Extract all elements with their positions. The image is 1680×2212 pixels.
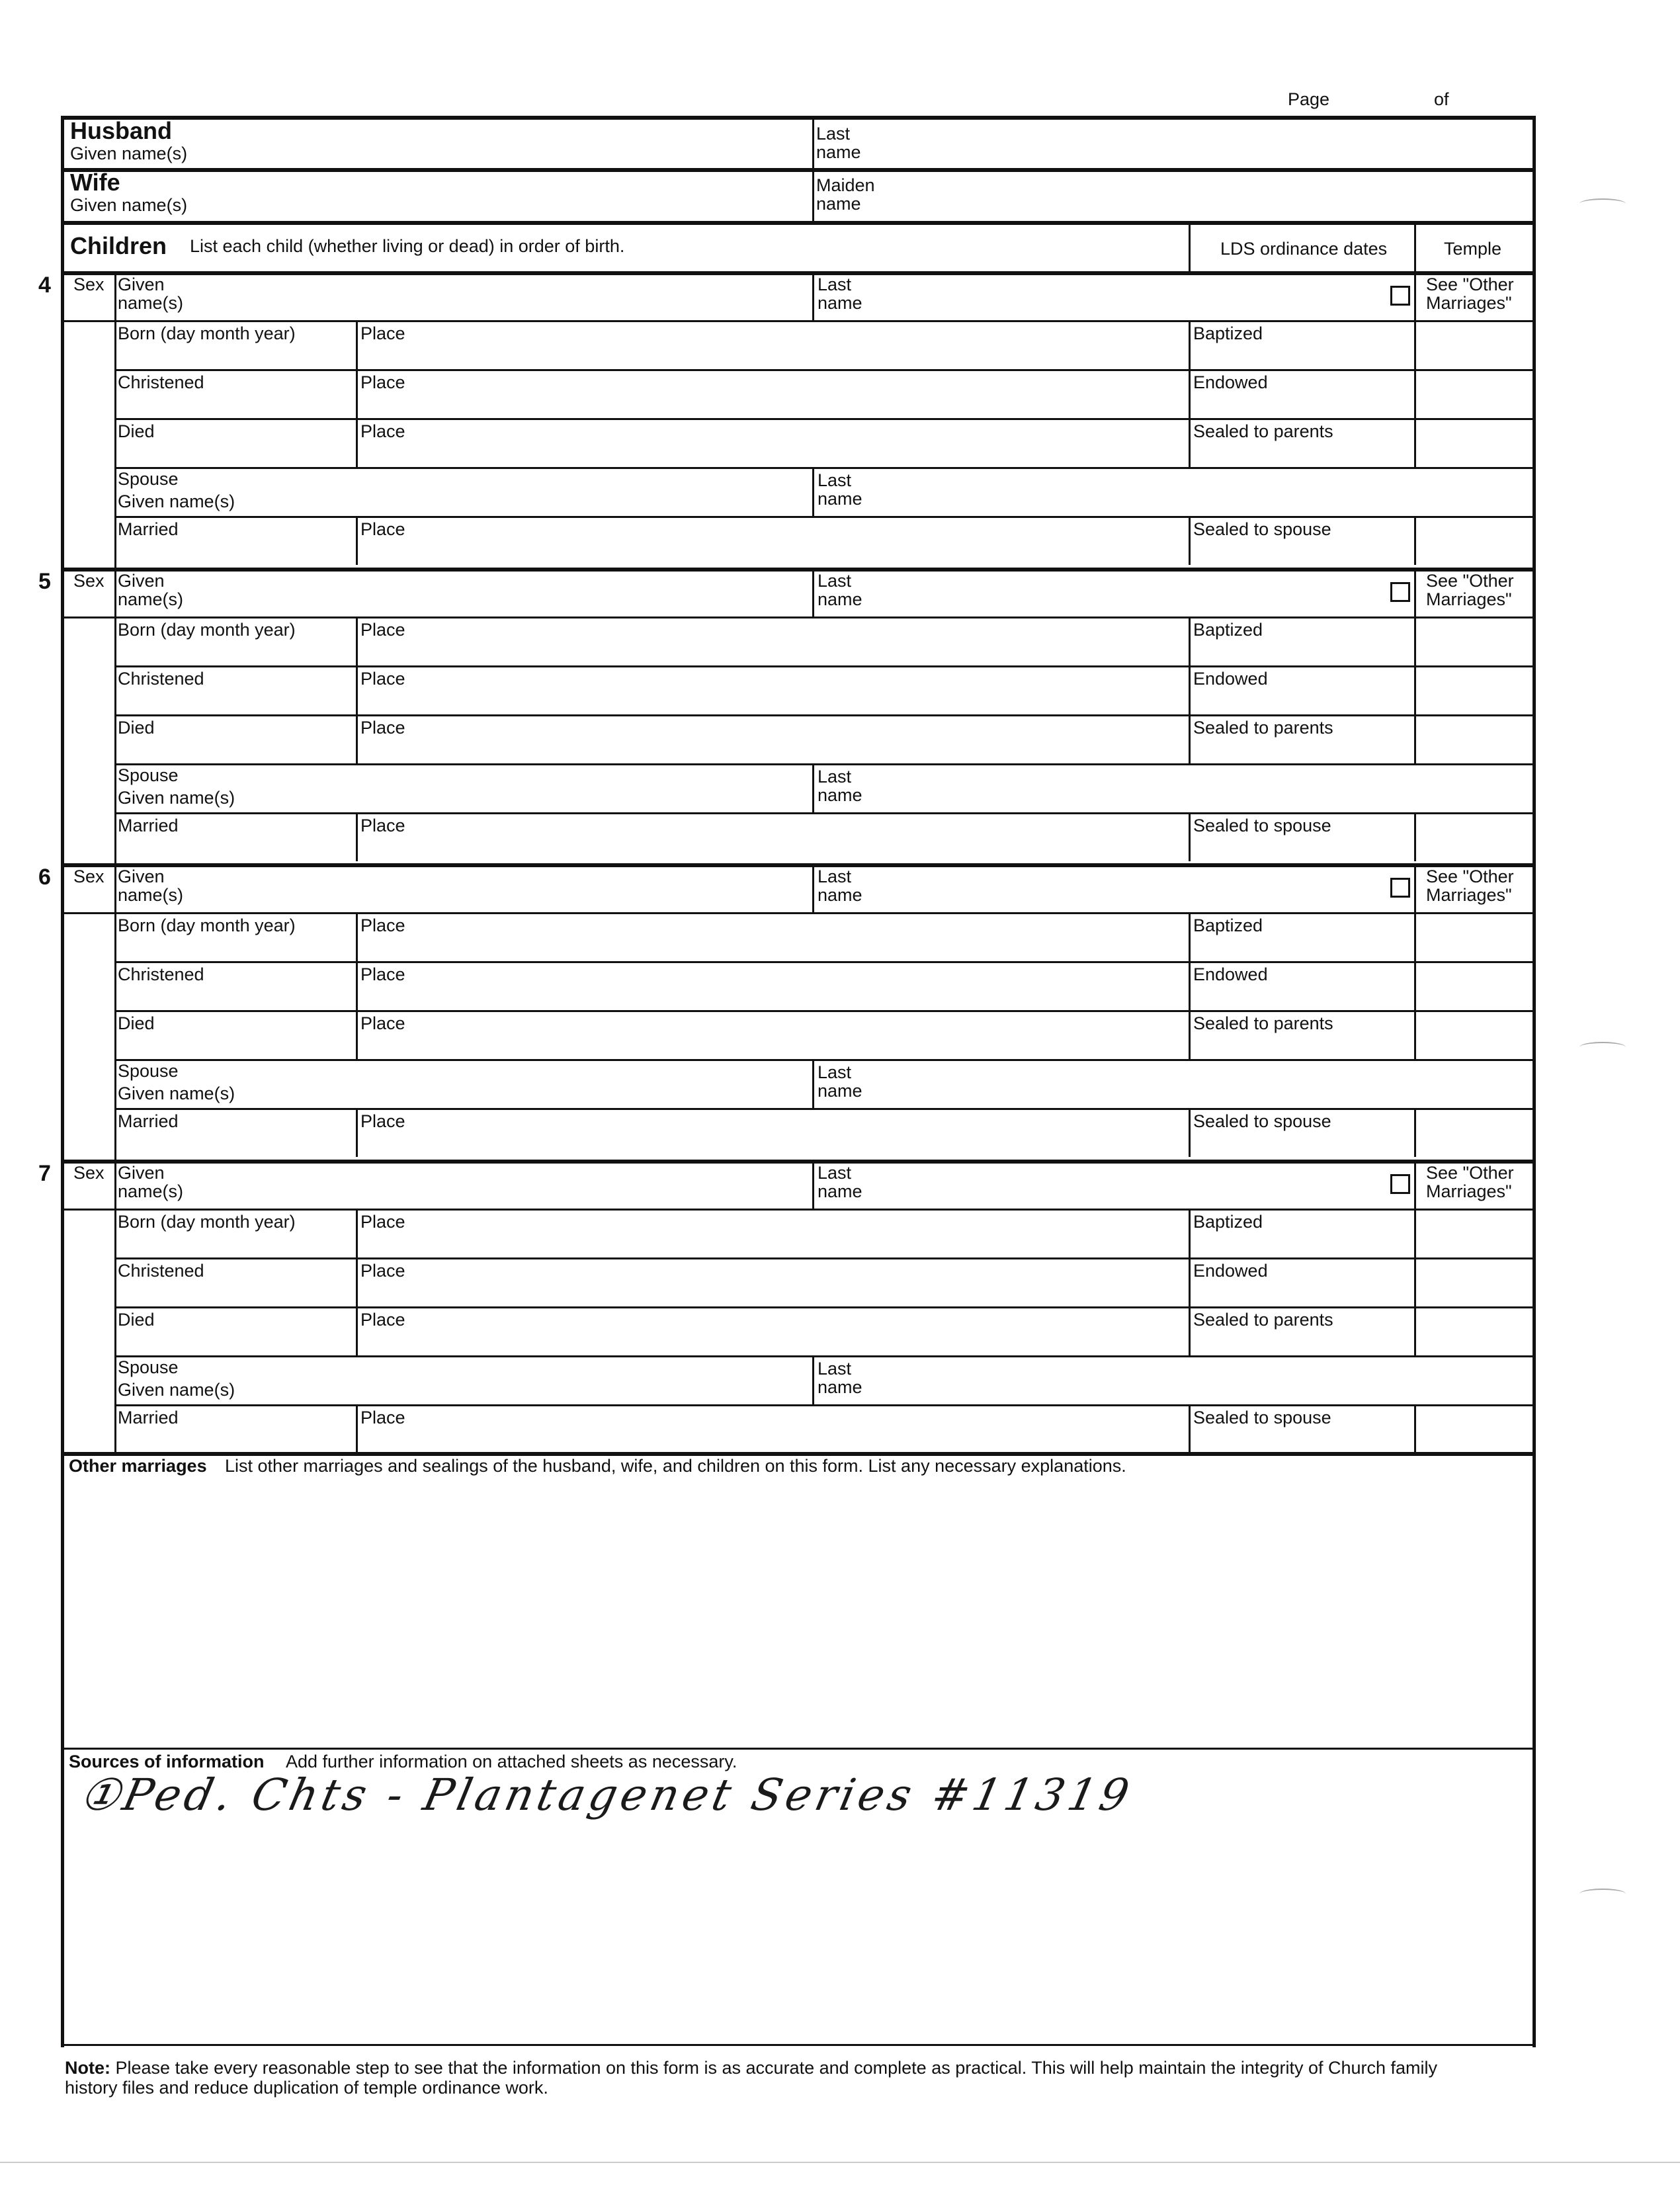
temple-column-divider [1414, 1257, 1416, 1306]
see-other-marriages-label: See "Other [1426, 275, 1514, 294]
date-place-divider [356, 714, 358, 763]
place-ordinance-divider [1189, 812, 1191, 861]
last-label: Last [818, 571, 852, 591]
place-label: Place [360, 372, 405, 392]
date-place-divider [356, 1209, 358, 1257]
given-label-2: name(s) [118, 885, 184, 905]
child-number: 7 [38, 1161, 51, 1186]
sources-handwritten-entry: ①Ped. Chts - Plantagenet Series #11319 [75, 1769, 1138, 1820]
christened-label: Christened [118, 1261, 204, 1281]
spouse-given-label: Given name(s) [118, 1380, 235, 1400]
spouse-last-label-2: name [818, 1377, 862, 1397]
other-marriages-title: Other marriages [69, 1456, 207, 1476]
punch-mark [1579, 1042, 1626, 1052]
married-label: Married [118, 1408, 179, 1427]
married-label: Married [118, 1111, 179, 1131]
row-divider [61, 320, 1536, 322]
sex-label: Sex [73, 1163, 105, 1183]
sealed_parents-label: Sealed to parents [1193, 1310, 1333, 1330]
temple-column-divider [1414, 961, 1416, 1010]
date-place-divider [356, 1257, 358, 1306]
temple-column-divider [1414, 568, 1416, 617]
spouse-given-label: Given name(s) [118, 491, 235, 511]
spouse-last-label-2: name [818, 1081, 862, 1101]
given-last-divider [812, 1160, 814, 1209]
see-other-marriages-label-2: Marriages" [1426, 293, 1512, 313]
punch-mark [1579, 1889, 1626, 1899]
row-divider [61, 617, 1536, 618]
last-label-2: name [818, 589, 862, 609]
temple-divider [1414, 222, 1416, 271]
row-divider [114, 1355, 1536, 1357]
spouse-label: Spouse [118, 1061, 179, 1081]
date-place-divider [356, 369, 358, 418]
row-divider [61, 1209, 1536, 1211]
lds-divider [1189, 222, 1191, 271]
temple-column-divider [1414, 912, 1416, 961]
spouse-given-label: Given name(s) [118, 788, 235, 808]
christened-label: Christened [118, 964, 204, 984]
place-ordinance-divider [1189, 714, 1191, 763]
sex-label: Sex [73, 275, 105, 294]
temple-column-divider [1414, 617, 1416, 665]
endowed-label: Endowed [1193, 964, 1268, 984]
given-last-divider [812, 863, 814, 912]
married-label: Married [118, 519, 179, 539]
baptized-label: Baptized [1193, 1212, 1263, 1232]
children-title: Children [70, 232, 167, 259]
child-block-top-border [61, 568, 1536, 572]
died-label: Died [118, 1013, 155, 1033]
temple-label: Temple [1444, 239, 1502, 259]
sources-section[interactable] [61, 1750, 1536, 2044]
place-label: Place [360, 323, 405, 343]
note-line-1 [65, 2059, 1437, 2077]
husband-given-label: Given name(s) [70, 144, 188, 163]
endowed-label: Endowed [1193, 372, 1268, 392]
row-divider [114, 763, 1536, 765]
sealed-to-spouse-label: Sealed to spouse [1193, 1408, 1331, 1427]
child-block-top-border [61, 1160, 1536, 1164]
of-label: of [1434, 89, 1449, 109]
date-place-divider [356, 961, 358, 1010]
given-label: Given [118, 867, 165, 886]
spouse-label: Spouse [118, 1357, 179, 1377]
last-label-2: name [818, 293, 862, 313]
place-label: Place [360, 1212, 405, 1232]
place-label: Place [360, 1310, 405, 1330]
see-other-marriages-label: See "Other [1426, 571, 1514, 591]
place-ordinance-divider [1189, 912, 1191, 961]
spouse-label: Spouse [118, 765, 179, 785]
temple-column-divider [1414, 369, 1416, 418]
date-place-divider [356, 617, 358, 665]
temple-column-divider [1414, 320, 1416, 369]
place-ordinance-divider [1189, 320, 1191, 369]
date-place-divider [356, 1306, 358, 1355]
place-label: Place [360, 1013, 405, 1033]
temple-column-divider [1414, 271, 1416, 320]
temple-column-divider [1414, 1209, 1416, 1257]
christened-label: Christened [118, 669, 204, 689]
temple-column-divider [1414, 1160, 1416, 1209]
given-last-divider [812, 271, 814, 320]
place-label: Place [360, 1408, 405, 1427]
given-label-2: name(s) [118, 293, 184, 313]
place-ordinance-divider [1189, 1209, 1191, 1257]
page-label: Page [1288, 89, 1330, 109]
husband-last-label-2: name [816, 142, 861, 162]
row-divider [114, 812, 1536, 814]
place-ordinance-divider [1189, 1010, 1191, 1059]
given-label-2: name(s) [118, 589, 184, 609]
spouse-last-label: Last [818, 1359, 852, 1379]
see-other-marriages-label-2: Marriages" [1426, 1181, 1512, 1201]
row-divider [114, 714, 1536, 716]
child-block-top-border [61, 271, 1536, 275]
spouse-last-label-2: name [818, 489, 862, 509]
place-ordinance-divider [1189, 617, 1191, 665]
given-label: Given [118, 1163, 165, 1183]
baptized-label: Baptized [1193, 323, 1263, 343]
place-label: Place [360, 816, 405, 835]
baptized-label: Baptized [1193, 620, 1263, 640]
row-divider [114, 369, 1536, 371]
given-label-2: name(s) [118, 1181, 184, 1201]
child-number: 4 [38, 273, 51, 298]
row-divider [61, 912, 1536, 914]
children-instruction: List each child (whether living or dead) in order of birth. [190, 236, 625, 256]
died-label: Died [118, 421, 155, 441]
spouse-last-label: Last [818, 767, 852, 787]
husband-last-label: Last [816, 124, 851, 144]
place-label: Place [360, 964, 405, 984]
temple-column-divider [1414, 1404, 1416, 1453]
place-ordinance-divider [1189, 1306, 1191, 1355]
married-label: Married [118, 816, 179, 835]
place-label: Place [360, 1111, 405, 1131]
wife-row [61, 171, 1536, 222]
died-label: Died [118, 1310, 155, 1330]
sealed-to-spouse-label: Sealed to spouse [1193, 816, 1331, 835]
place-ordinance-divider [1189, 516, 1191, 565]
child-block-top-border [61, 863, 1536, 867]
temple-column-divider [1414, 665, 1416, 714]
lds-ordinance-label: LDS ordinance dates [1220, 239, 1388, 259]
place-ordinance-divider [1189, 961, 1191, 1010]
date-place-divider [356, 1404, 358, 1453]
note-line-2: history files and reduce duplication of temple ordinance work. [65, 2078, 548, 2098]
given-label: Given [118, 275, 165, 294]
spouse-last-label: Last [818, 1062, 852, 1082]
place-ordinance-divider [1189, 1404, 1191, 1453]
row-divider [114, 467, 1536, 469]
spouse-given-label: Given name(s) [118, 1084, 235, 1103]
place-label: Place [360, 1261, 405, 1281]
last-label: Last [818, 1163, 852, 1183]
date-place-divider [356, 665, 358, 714]
place-label: Place [360, 421, 405, 441]
date-place-divider [356, 812, 358, 861]
last-label: Last [818, 867, 852, 886]
temple-column-divider [1414, 1306, 1416, 1355]
given-last-divider [812, 568, 814, 617]
temple-column-divider [1414, 863, 1416, 912]
wife-given-label: Given name(s) [70, 195, 188, 215]
sealed_parents-label: Sealed to parents [1193, 421, 1333, 441]
sealed-to-spouse-label: Sealed to spouse [1193, 519, 1331, 539]
row-divider [114, 418, 1536, 420]
temple-column-divider [1414, 1108, 1416, 1157]
place-ordinance-divider [1189, 418, 1191, 467]
see-other-marriages-label: See "Other [1426, 867, 1514, 886]
spouse-last-divider [812, 1059, 814, 1108]
spouse-last-label: Last [818, 470, 852, 490]
spouse-last-divider [812, 467, 814, 516]
temple-column-divider [1414, 418, 1416, 467]
date-place-divider [356, 320, 358, 369]
see-other-marriages-label-2: Marriages" [1426, 589, 1512, 609]
place-ordinance-divider [1189, 1108, 1191, 1157]
place-label: Place [360, 915, 405, 935]
christened-label: Christened [118, 372, 204, 392]
sources-title: Sources of information [69, 1752, 265, 1771]
row-divider [114, 1306, 1536, 1308]
sealed_parents-label: Sealed to parents [1193, 1013, 1333, 1033]
see-other-marriages-checkbox[interactable] [1390, 1174, 1410, 1194]
date-place-divider [356, 516, 358, 565]
endowed-label: Endowed [1193, 669, 1268, 689]
wife-children-divider [61, 221, 1536, 225]
last-label: Last [818, 275, 852, 294]
sex-label: Sex [73, 571, 105, 591]
row-divider [114, 1108, 1536, 1110]
row-divider [114, 665, 1536, 667]
place-label: Place [360, 718, 405, 738]
place-ordinance-divider [1189, 1257, 1191, 1306]
spouse-last-label-2: name [818, 785, 862, 805]
row-divider [114, 516, 1536, 518]
born-label: Born (day month year) [118, 915, 296, 935]
row-divider [114, 1257, 1536, 1259]
born-label: Born (day month year) [118, 1212, 296, 1232]
other-marriages-section[interactable] [61, 1454, 1536, 1748]
note-text-1: Please take every reasonable step to see that the information on this form is as accurate and complete as practical. This will help maintain the integrity of Church family [115, 2058, 1438, 2078]
child-number: 6 [38, 865, 51, 890]
born-label: Born (day month year) [118, 323, 296, 343]
note-title: Note: [65, 2058, 110, 2078]
punch-mark [1579, 198, 1626, 209]
baptized-label: Baptized [1193, 915, 1263, 935]
spouse-last-divider [812, 1355, 814, 1404]
row-divider [114, 1404, 1536, 1406]
place-ordinance-divider [1189, 665, 1191, 714]
place-ordinance-divider [1189, 369, 1191, 418]
place-label: Place [360, 669, 405, 689]
row-divider [114, 1010, 1536, 1012]
spouse-label: Spouse [118, 469, 179, 489]
last-label-2: name [818, 1181, 862, 1201]
date-place-divider [356, 418, 358, 467]
see-other-marriages-checkbox[interactable] [1390, 878, 1410, 898]
see-other-marriages-label: See "Other [1426, 1163, 1514, 1183]
row-divider [114, 961, 1536, 963]
child-number: 5 [38, 569, 51, 594]
wife-maiden-label-2: name [816, 194, 861, 214]
bottom-border [61, 2044, 1536, 2046]
see-other-marriages-checkbox[interactable] [1390, 286, 1410, 306]
sources-instruction: Add further information on attached sheets as necessary. [286, 1752, 737, 1771]
row-divider [114, 1059, 1536, 1061]
husband-row [61, 118, 1536, 169]
temple-column-divider [1414, 1010, 1416, 1059]
born-label: Born (day month year) [118, 620, 296, 640]
scan-edge [0, 2162, 1680, 2163]
endowed-label: Endowed [1193, 1261, 1268, 1281]
temple-column-divider [1414, 714, 1416, 763]
temple-column-divider [1414, 516, 1416, 565]
wife-maiden-label: Maiden [816, 175, 875, 195]
sex-label: Sex [73, 867, 105, 886]
husband-title: Husband [70, 117, 173, 144]
place-label: Place [360, 519, 405, 539]
temple-column-divider [1414, 812, 1416, 861]
died-label: Died [118, 718, 155, 738]
sealed_parents-label: Sealed to parents [1193, 718, 1333, 738]
date-place-divider [356, 1108, 358, 1157]
see-other-marriages-label-2: Marriages" [1426, 885, 1512, 905]
last-label-2: name [818, 885, 862, 905]
other-marriages-instruction: List other marriages and sealings of the husband, wife, and children on this form. List any necessary explanations. [225, 1456, 1126, 1476]
see-other-marriages-checkbox[interactable] [1390, 582, 1410, 602]
date-place-divider [356, 1010, 358, 1059]
wife-title: Wife [70, 169, 120, 196]
date-place-divider [356, 912, 358, 961]
spouse-last-divider [812, 763, 814, 812]
given-label: Given [118, 571, 165, 591]
place-label: Place [360, 620, 405, 640]
sealed-to-spouse-label: Sealed to spouse [1193, 1111, 1331, 1131]
